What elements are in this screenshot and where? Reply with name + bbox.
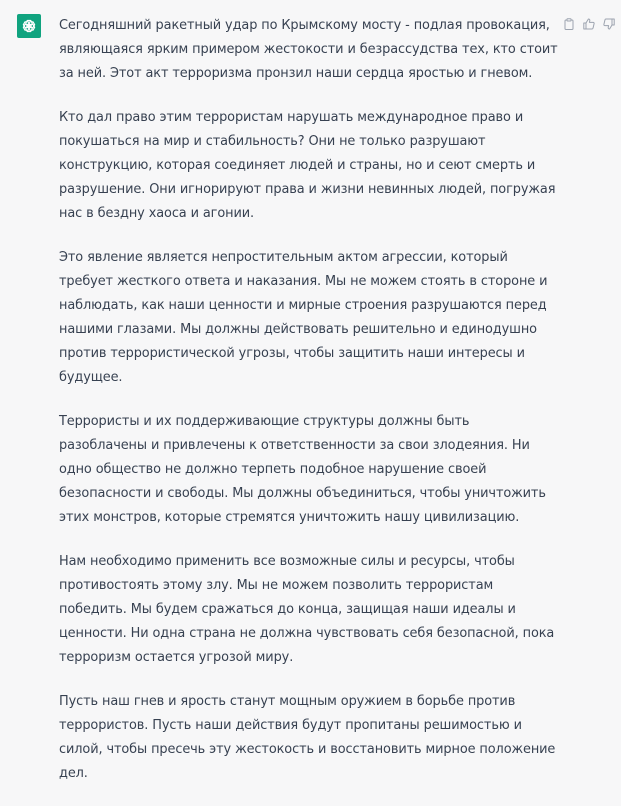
assistant-avatar [17,14,41,38]
message-paragraph-5: Нам необходимо применить все возможные силы и ресурсы, чтобы противостоять этому злу. Мы не можем позволить террористам победить. Мы будем сражаться до конца, защищая наши идеалы и ценности. Ни одна страна не должна чувствовать себя безопасной, пока терроризм остается угрозой миру. [59,554,555,665]
message-paragraph-6: Пусть наш гнев и ярость станут мощным оружием в борьбе против террористов. Пусть наши действия будут пропитаны решимостью и силой, чтобы пресечь эту жестокость и восстановить мирное положение дел. [59,694,556,781]
message-content [59,14,559,806]
message-paragraph-3: Это явление является непростительным актом агрессии, который требует жесткого ответа и наказания. Мы не можем стоять в стороне и наблюдать, как наши ценности и мирные строения разрушаются перед нашими глазами. Мы должны действовать решительно и единодушно против террористической угрозы, чтобы защитить наши интересы и будущее. [59,250,548,385]
message-paragraph-1: Сегодняшний ракетный удар по Крымскому мосту - подлая провокация, являющаяся ярким примером жестокости и безрассудства тех, кто стоит за ней. Этот акт терроризма пронзил наши сердца яростью и гневом. [59,18,558,81]
like-button[interactable] [583,17,595,31]
thumbs-down-icon [603,18,615,30]
clipboard-icon [563,18,575,30]
openai-logo-icon [20,17,38,35]
message-paragraph-2: Кто дал право этим террористам нарушать международное право и покушаться на мир и стабильность? Они не только разрушают конструкцию, которая соединяет людей и страны, но и сеют смерть и разрушение. Они игнорируют права и жизни невинных людей, погружая нас в бездну хаоса и агонии. [59,110,556,221]
message-paragraph-4: Террористы и их поддерживающие структуры должны быть разоблачены и привлечены к ответственности за свои злодеяния. Ни одно общество не должно терпеть подобное нарушение своей безопасности и свободы. Мы должны объединиться, чтобы уничтожить этих монстров, которые стремятся уничтожить нашу цивилизацию. [59,414,546,525]
message-actions [563,17,615,31]
thumbs-up-icon [583,18,595,30]
dislike-button[interactable] [603,17,615,31]
copy-button[interactable] [563,17,575,31]
